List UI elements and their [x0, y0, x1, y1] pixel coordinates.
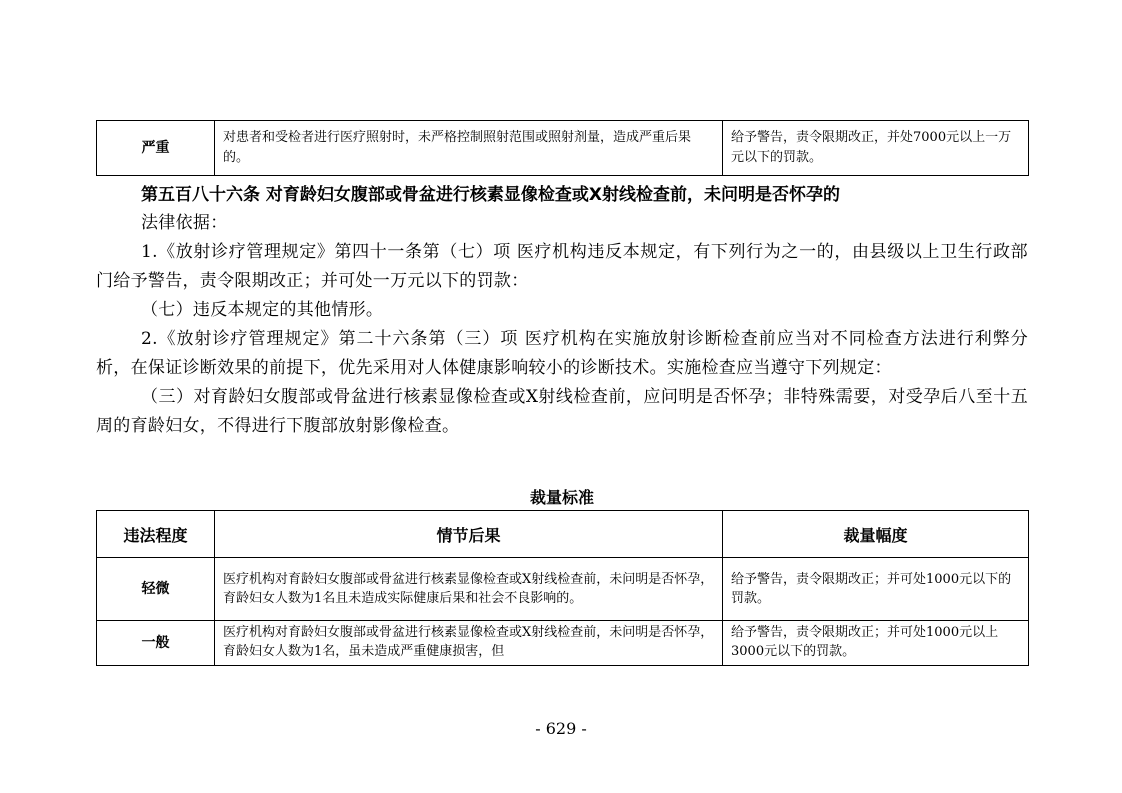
circumstance-cell: 医疗机构对育龄妇女腹部或骨盆进行核素显像检查或X射线检查前，未问明是否怀孕，育龄妇女人数为1名且未造成实际健康后果和社会不良影响的。 [215, 558, 723, 621]
penalty-cell [723, 621, 1029, 666]
violation-level: 严重 [97, 121, 215, 176]
circumstance-cell [215, 621, 723, 666]
standards-caption: 裁量标准 [529, 488, 594, 507]
table-row [97, 558, 1029, 621]
article-heading: 第五百八十六条 对育龄妇女腹部或骨盆进行核素显像检查或X射线检查前，未问明是否怀孕的 [141, 185, 841, 205]
penalty-text: 给予警告，责令限期改正；并可处1000元以上3000元以下的罚款。 [731, 625, 999, 659]
penalty-cell: 给予警告，责令限期改正；并可处1000元以下的罚款。 [723, 558, 1029, 621]
violation-level: 一般 [97, 621, 215, 666]
violation-level: 轻微 [97, 558, 215, 621]
header-penalty-range: 裁量幅度 [723, 511, 1029, 558]
legal-basis-label: 法律依据： [141, 213, 228, 233]
discretion-standards-table [96, 510, 1029, 666]
circumstance-cell: 对患者和受检者进行医疗照射时，未严格控制照射范围或照射剂量，造成严重后果的。 [215, 121, 723, 176]
legal-basis-item-3: （三）对育龄妇女腹部或骨盆进行核素显像检查或X射线检查前，应问明是否怀孕；非特殊需要，对受孕后八至十五周的育龄妇女，不得进行下腹部放射影像检查。 [96, 387, 1028, 436]
table-row [97, 621, 1029, 666]
legal-basis-paragraph-1: 1.《放射诊疗管理规定》第四十一条第（七）项 医疗机构违反本规定，有下列行为之一的，由县级以上卫生行政部门给予警告，责令限期改正；并可处一万元以下的罚款： [96, 242, 1028, 291]
penalty-table-continued [96, 120, 1029, 176]
table-row [97, 121, 1029, 176]
circumstance-text: 医疗机构对育龄妇女腹部或骨盆进行核素显像检查或X射线检查前，未问明是否怀孕，育龄妇女人数为1名，虽未造成严重健康损害，但 [223, 625, 714, 659]
header-circumstance: 情节后果 [215, 511, 723, 558]
header-violation-level: 违法程度 [97, 511, 215, 558]
legal-basis-paragraph-2: 2.《放射诊疗管理规定》第二十六条第（三）项 医疗机构在实施放射诊断检查前应当对不同检查方法进行利弊分析，在保证诊断效果的前提下，优先采用对人体健康影响较小的诊断技术。实施检查应当遵守下列规定： [96, 329, 1028, 378]
page-number: - 629 - [535, 719, 587, 738]
table-header-row [97, 511, 1029, 558]
penalty-cell: 给予警告，责令限期改正，并处7000元以上一万元以下的罚款。 [723, 121, 1029, 176]
legal-basis-item-7: （七）违反本规定的其他情形。 [141, 300, 384, 320]
article-section [96, 181, 1028, 441]
